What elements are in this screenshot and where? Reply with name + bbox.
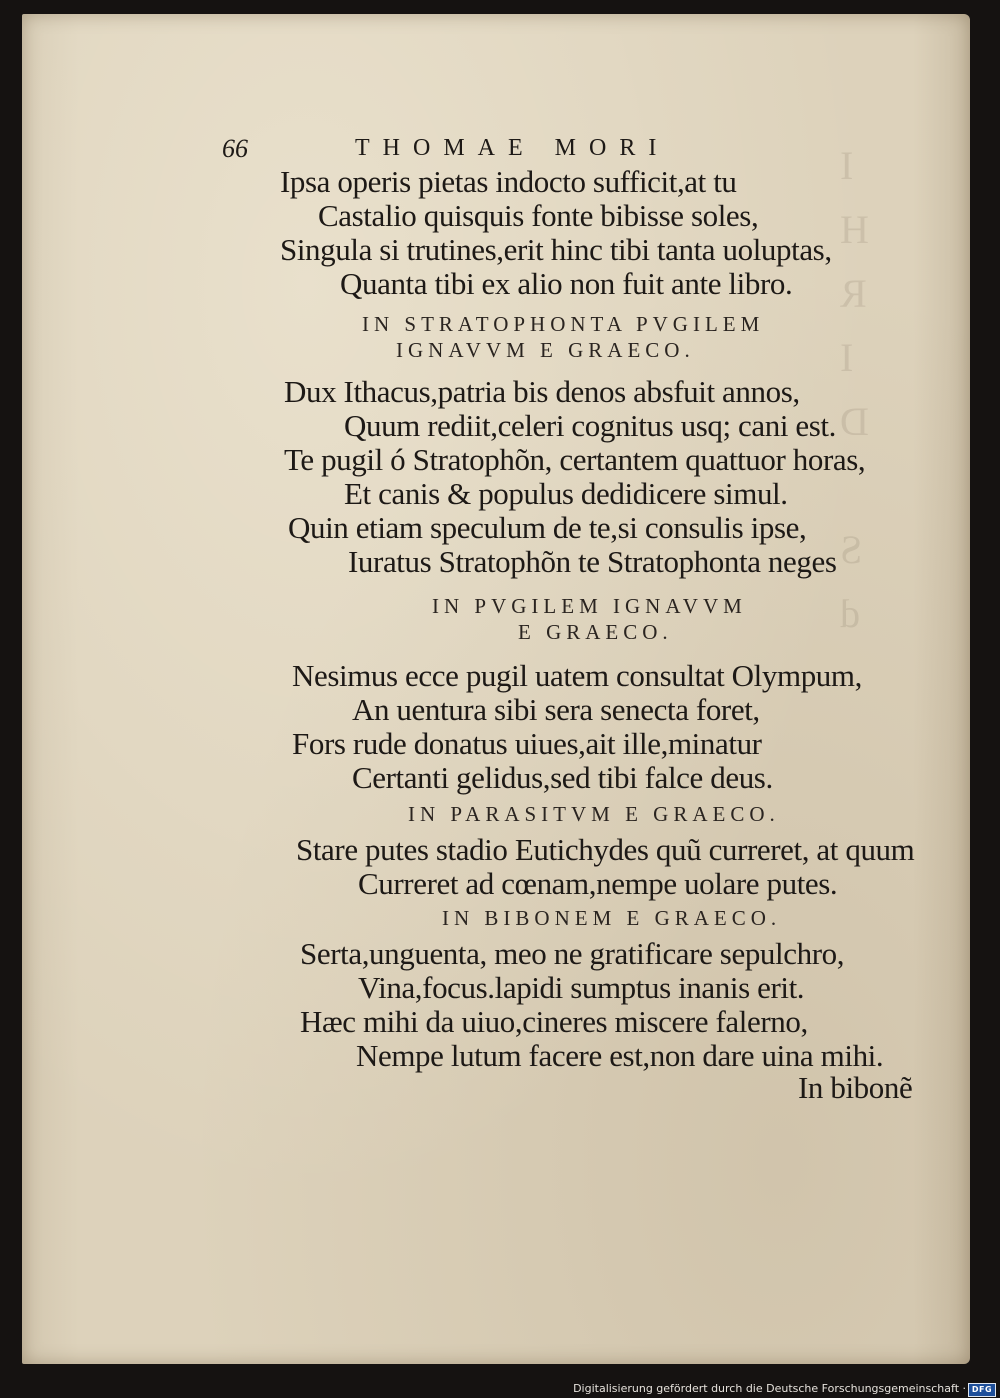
page-number: 66 xyxy=(222,134,248,163)
verse-line: Certanti gelidus,sed tibi falce deus. xyxy=(352,760,773,795)
verse-line: Te pugil ó Stratophõn, certantem quattuor horas, xyxy=(284,442,866,477)
verse-line: Hæc mihi da uiuo,cineres miscere falerno, xyxy=(300,1004,808,1039)
poem-title: IN STRATOPHONTA PVGILEM xyxy=(362,312,765,336)
poem-title: E GRAECO. xyxy=(518,620,673,644)
text-line: Ipsa operis pietas indocto sufficit,at tu xyxy=(280,164,737,199)
verse-line: An uentura sibi sera senecta foret, xyxy=(352,692,760,727)
poem-title: IN BIBONEM E GRAECO. xyxy=(442,906,782,930)
footer-bar xyxy=(0,1382,1000,1398)
dfg-logo-icon[interactable]: DFG xyxy=(968,1383,996,1397)
text-line: Quanta tibi ex alio non fuit ante libro. xyxy=(340,266,793,301)
poem-title: IN PARASITVM E GRAECO. xyxy=(408,802,780,826)
verse-line: Fors rude donatus uiues,ait ille,minatur xyxy=(292,726,762,761)
verse-line: Et canis & populus dedidicere simul. xyxy=(344,476,788,511)
verse-line: Nesimus ecce pugil uatem consultat Olympum, xyxy=(292,658,862,693)
poem-title: IGNAVVM E GRAECO. xyxy=(396,338,695,362)
verse-line: Iuratus Stratophõn te Stratophonta neges xyxy=(348,544,837,579)
text-line: Singula si trutines,erit hinc tibi tanta uoluptas, xyxy=(280,232,832,267)
verse-line: Quum rediit,celeri cognitus usq; cani est. xyxy=(344,408,836,443)
verse-line: Curreret ad cœnam,nempe uolare putes. xyxy=(358,866,838,901)
verse-line: Quin etiam speculum de te,si consulis ipse, xyxy=(288,510,807,545)
running-head: THOMAE MORI xyxy=(355,135,670,161)
verse-line: Serta,unguenta, meo ne gratificare sepulchro, xyxy=(300,936,845,971)
verse-line: Dux Ithacus,patria bis denos absfuit annos, xyxy=(284,374,800,409)
book-page xyxy=(22,14,970,1364)
text-line: Castalio quisquis fonte bibisse soles, xyxy=(318,198,759,233)
poem-title: IN PVGILEM IGNAVVM xyxy=(432,594,747,618)
catchword: In bibonẽ xyxy=(798,1070,913,1105)
verse-line: Nempe lutum facere est,non dare uina mihi. xyxy=(356,1038,884,1073)
verse-line: Stare putes stadio Eutichydes quũ curreret, at quum xyxy=(296,832,915,867)
verse-line: Vina,focus.lapidi sumptus inanis erit. xyxy=(358,970,805,1005)
bleed-through-decoration: I H R I D S d xyxy=(840,143,869,636)
digitization-credit: Digitalisierung gefördert durch die Deutsche Forschungsgemeinschaft · xyxy=(573,1382,966,1395)
